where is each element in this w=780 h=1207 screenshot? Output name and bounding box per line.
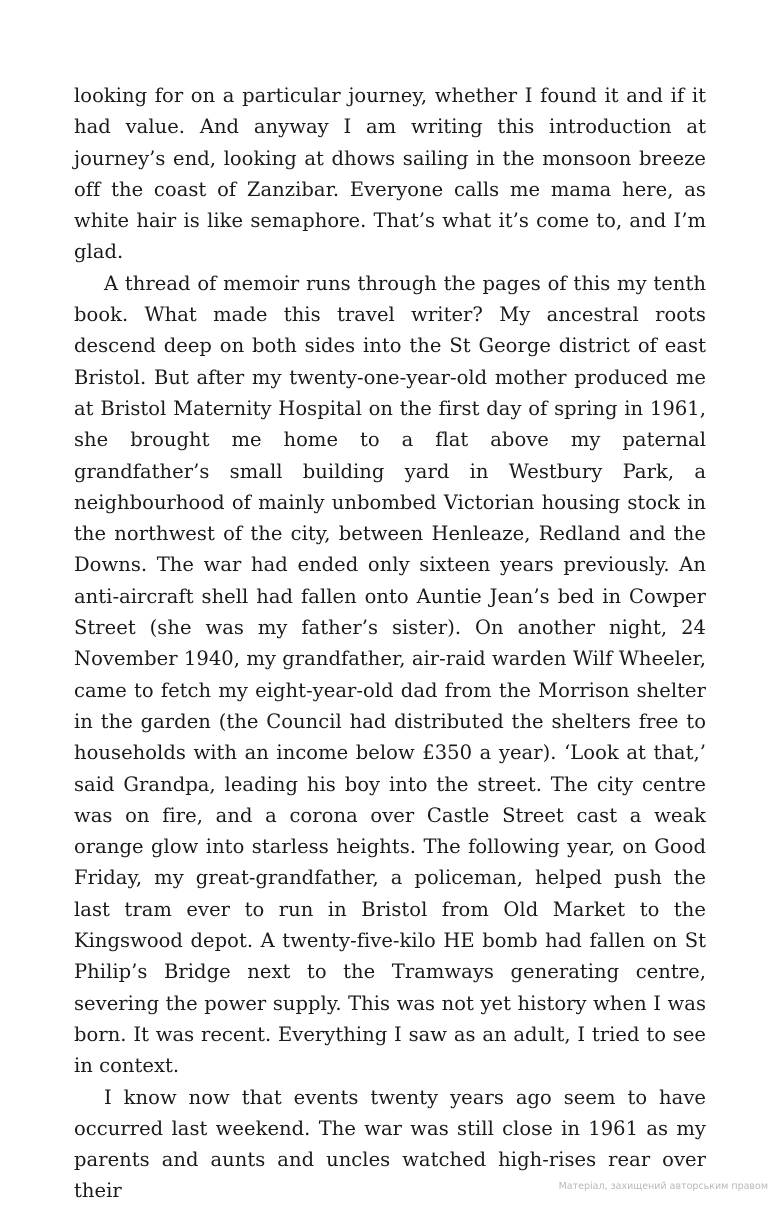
page-body	[74, 80, 706, 1207]
paragraph-1: looking for on a particular journey, whether I found it and if it had value. And anyway I am writing this introduction at journey’s end, looking at dhows sailing in the monsoon breeze off the coast of Zanzibar. Everyone calls me mama here, as white hair is like semaphore. That’s what it’s come to, and I’m glad.	[74, 84, 706, 264]
paragraph-2: A thread of memoir runs through the pages of this my tenth book. What made this travel writer? My ancestral roots descend deep on both sides into the St George district of east Bristol. But after my twenty-one-year-old mother produced me at Bristol Maternity Hospital on the first day of spring in 1961, she brought me home to a flat above my paternal grandfather’s small building yard in Westbury Park, a neighbourhood of mainly unbombed Victorian housing stock in the northwest of the city, between Henleaze, Redland and the Downs. The war had ended only sixteen years previously. An anti-aircraft shell had fallen onto Auntie Jean’s bed in Cowper Street (she was my father’s sister). On another night, 24 November 1940, my grandfather, air-raid warden Wilf Wheeler, came to fetch my eight-year-old dad from the Morrison shelter in the garden (the Council had distributed the shelters free to households with an income below £350 a year). ‘Look at that,’ said Grandpa, leading his boy into the street. The city centre was on fire, and a corona over Castle Street cast a weak orange glow into starless heights. The following year, on Good Friday, my great-grandfather, a policeman, helped push the last tram ever to run in Bristol from Old Market to the Kingswood depot. A twenty-five-kilo HE bomb had fallen on St Philip’s Bridge next to the Tramways generating centre, severing the power supply. This was not yet history when I was born. It was recent. Everything I saw as an adult, I tried to see in context.	[74, 271, 706, 1078]
paragraph-3: I know now that events twenty years ago seem to have occurred last weekend. The war was still close in 1961 as my parents and aunts and uncles watched high-rises rear over their	[74, 1085, 706, 1203]
copyright-watermark: Матеріал, захищений авторським правом	[558, 1181, 768, 1192]
